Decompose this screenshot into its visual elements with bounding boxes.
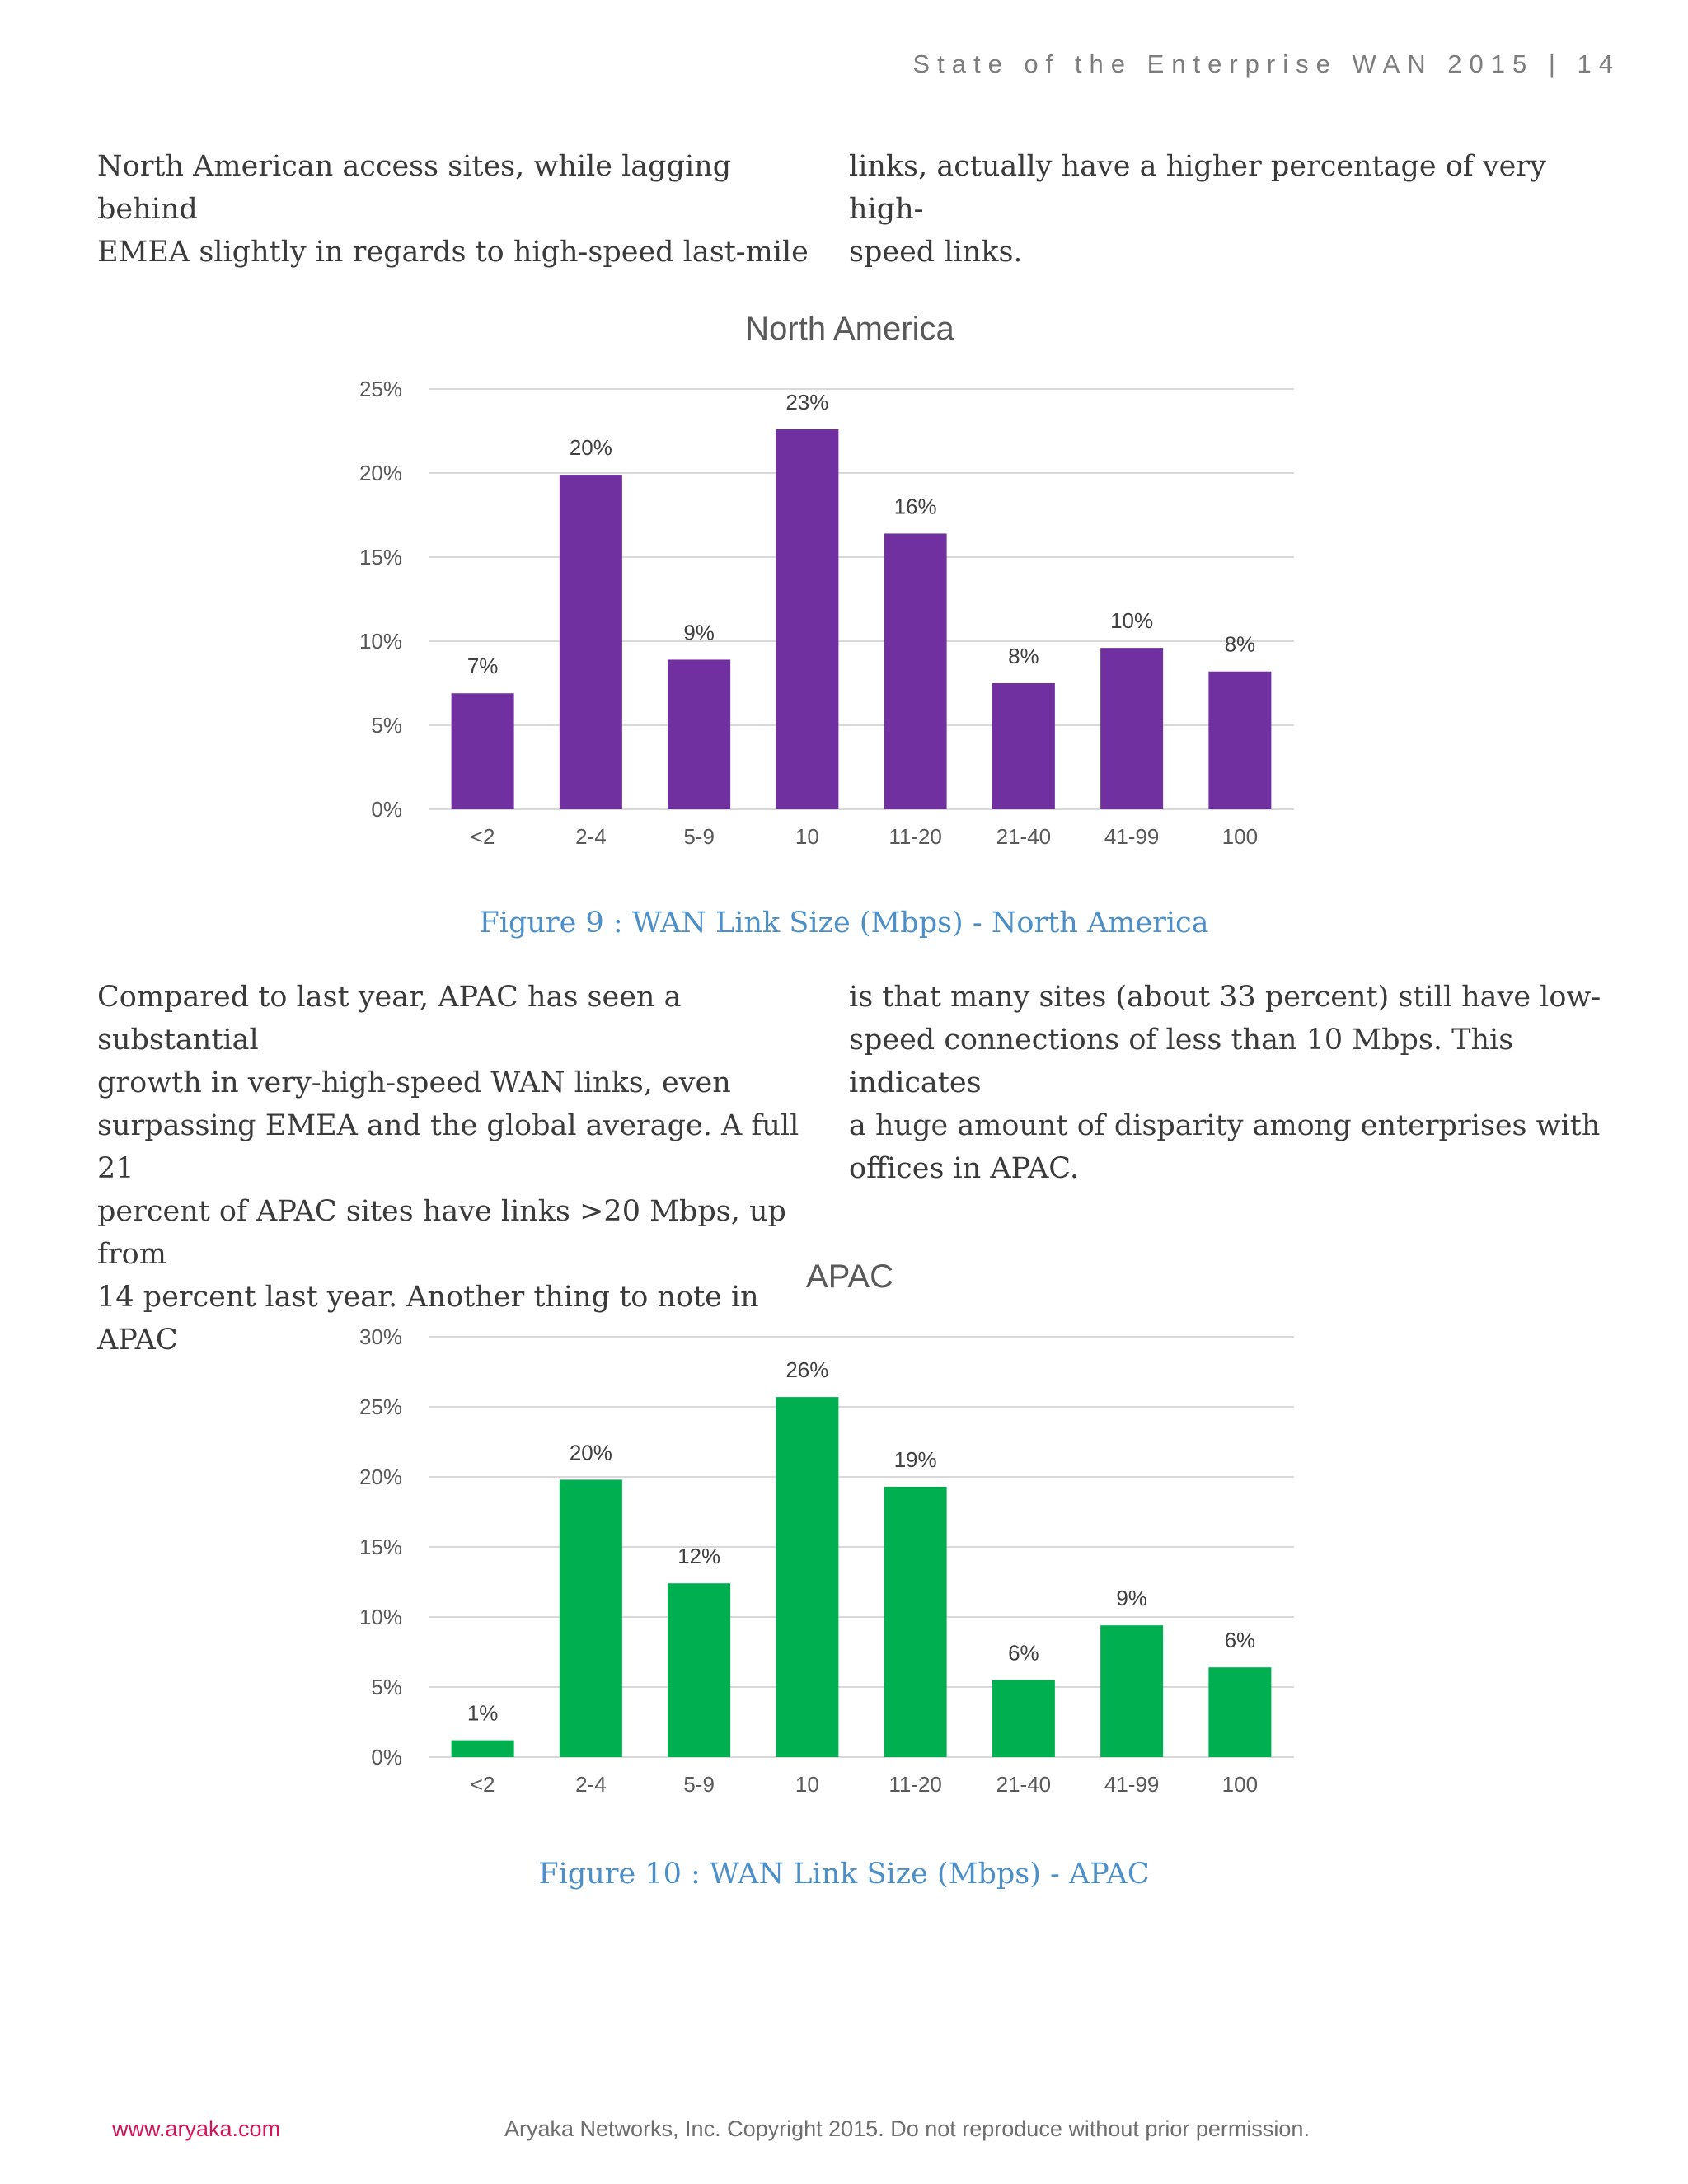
data-label: 20% <box>569 1440 612 1465</box>
x-tick-label: 41-99 <box>1104 824 1160 849</box>
bar <box>452 693 514 809</box>
y-tick-label: 5% <box>371 1675 402 1699</box>
y-tick-label: 0% <box>371 797 402 822</box>
y-tick-label: 25% <box>359 1394 402 1419</box>
data-label: 26% <box>785 1357 829 1383</box>
data-label: 19% <box>893 1446 937 1472</box>
text-line: EMEA slightly in regards to high-speed last-mile <box>97 236 809 269</box>
text-line: North American access sites, while lagging behind <box>97 150 732 226</box>
text-line: surpassing EMEA and the global average. A full 21 <box>97 1109 799 1185</box>
data-label: 9% <box>683 620 715 645</box>
text-line: offices in APAC. <box>849 1152 1079 1185</box>
x-tick-label: 21-40 <box>996 1772 1052 1797</box>
y-tick-label: 10% <box>359 629 402 654</box>
bar <box>1208 1667 1271 1757</box>
y-tick-label: 0% <box>371 1745 402 1769</box>
bar <box>668 659 730 809</box>
data-label: 23% <box>785 389 829 415</box>
y-tick-label: 20% <box>359 461 402 485</box>
data-label: 20% <box>569 435 612 461</box>
page-header: State of the Enterprise WAN 2015 | 14 <box>912 49 1620 78</box>
text-line: percent of APAC sites have links >20 Mbps, up from <box>97 1195 786 1271</box>
bar <box>992 683 1055 809</box>
x-tick-label: <2 <box>470 824 495 849</box>
y-tick-label: 15% <box>359 545 402 569</box>
bar <box>1208 672 1271 809</box>
chart-title: APAC <box>806 1258 893 1295</box>
x-tick-label: 10 <box>795 824 819 849</box>
x-tick-label: 5-9 <box>683 1772 715 1797</box>
footer-copyright: Aryaka Networks, Inc. Copyright 2015. Do not reproduce without prior permission. <box>504 2116 1310 2141</box>
text-block-4 <box>849 976 1624 1190</box>
x-tick-label: <2 <box>470 1772 495 1797</box>
bar <box>668 1583 730 1757</box>
bar <box>992 1680 1055 1758</box>
north-america-bar-chart <box>0 297 1688 874</box>
data-label: 12% <box>678 1544 721 1569</box>
y-tick-label: 30% <box>359 1324 402 1349</box>
text-block-1 <box>97 145 839 274</box>
figure-10-caption: Figure 10 : WAN Link Size (Mbps) - APAC <box>538 1858 1150 1891</box>
data-label: 6% <box>1008 1640 1039 1666</box>
text-line: Compared to last year, APAC has seen a substantial <box>97 981 682 1057</box>
x-tick-label: 100 <box>1221 1772 1259 1797</box>
chart-apac <box>0 1244 1688 1821</box>
x-tick-label: 5-9 <box>683 824 715 849</box>
data-label: 7% <box>467 654 499 679</box>
chart-title: North America <box>745 311 954 347</box>
text-line: is that many sites (about 33 percent) still have low- <box>849 981 1601 1014</box>
text-line: growth in very-high-speed WAN links, even <box>97 1066 731 1099</box>
text-line: 14 percent last year. Another thing to note in APAC <box>97 1281 759 1357</box>
apac-bar-chart <box>0 1244 1688 1821</box>
bar <box>776 429 838 809</box>
bar <box>884 1487 947 1757</box>
bar <box>1100 648 1163 809</box>
bar <box>560 475 622 809</box>
y-tick-label: 15% <box>359 1535 402 1559</box>
bar <box>884 533 947 809</box>
text-block-2 <box>849 145 1624 274</box>
x-tick-label: 2-4 <box>575 1772 607 1797</box>
footer-website-link[interactable]: www.aryaka.com <box>112 2116 281 2141</box>
bar <box>560 1479 622 1757</box>
y-tick-label: 25% <box>359 377 402 401</box>
data-label: 8% <box>1224 631 1256 657</box>
x-tick-label: 21-40 <box>996 824 1052 849</box>
text-line: speed links. <box>849 236 1023 269</box>
text-line: speed connections of less than 10 Mbps. This indicates <box>849 1024 1514 1099</box>
data-label: 16% <box>893 494 937 519</box>
x-tick-label: 2-4 <box>575 824 607 849</box>
bar <box>776 1397 838 1757</box>
x-tick-label: 41-99 <box>1104 1772 1160 1797</box>
chart-north-america <box>0 297 1688 874</box>
y-tick-label: 5% <box>371 713 402 738</box>
data-label: 9% <box>1116 1586 1147 1611</box>
data-label: 6% <box>1224 1628 1256 1653</box>
text-line: links, actually have a higher percentage of very high- <box>849 150 1546 226</box>
x-tick-label: 100 <box>1221 824 1259 849</box>
x-tick-label: 10 <box>795 1772 819 1797</box>
data-label: 1% <box>467 1700 499 1726</box>
y-tick-label: 20% <box>359 1465 402 1489</box>
y-tick-label: 10% <box>359 1605 402 1629</box>
data-label: 10% <box>1110 608 1154 634</box>
data-label: 8% <box>1008 644 1039 668</box>
x-tick-label: 11-20 <box>889 824 942 849</box>
bar <box>1100 1625 1163 1757</box>
bar <box>452 1741 514 1757</box>
text-line: a huge amount of disparity among enterprises with <box>849 1109 1601 1142</box>
x-tick-label: 11-20 <box>889 1772 942 1797</box>
figure-9-caption: Figure 9 : WAN Link Size (Mbps) - North America <box>479 907 1209 940</box>
